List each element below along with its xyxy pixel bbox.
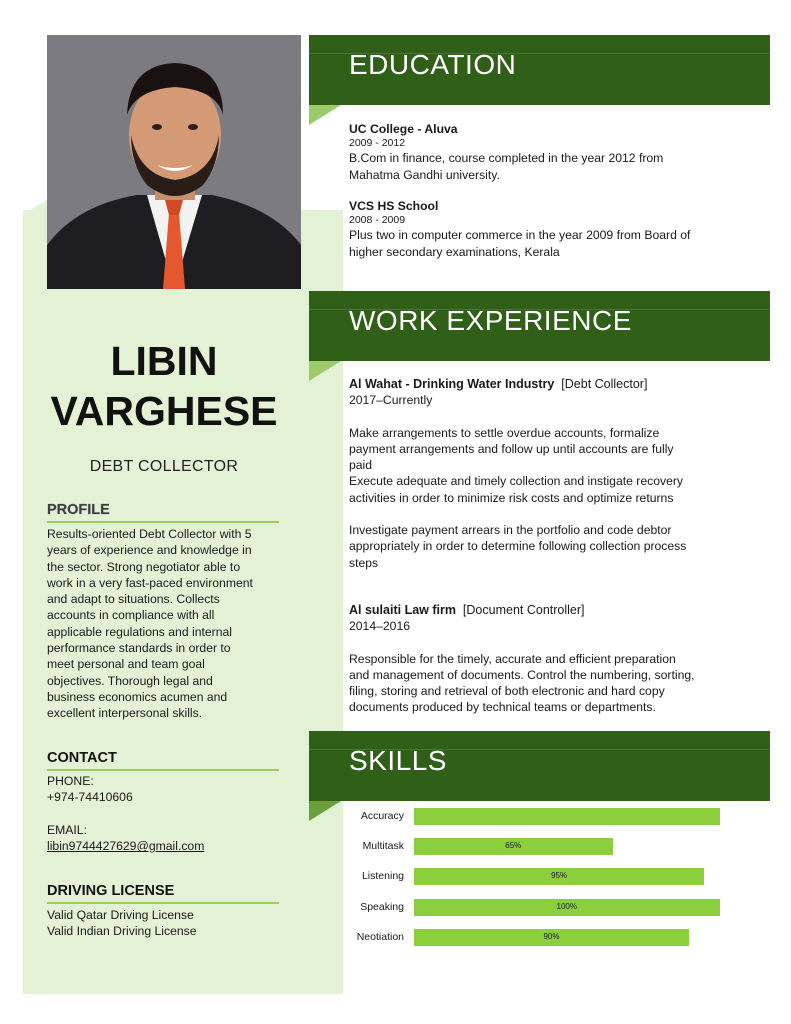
profile-line: meet personal and team goal [47, 657, 205, 672]
email-link[interactable]: libin9744427629@gmail.com [47, 839, 205, 854]
license-heading: DRIVING LICENSE [47, 883, 279, 904]
profile-line: business economics acumen and [47, 689, 228, 704]
profile-line: accounts in compliance with all [47, 608, 215, 623]
school-name: UC College - Aluva [349, 122, 458, 136]
profile-line: objectives. Thorough legal and [47, 673, 213, 688]
license-item: Valid Qatar Driving License [47, 908, 194, 922]
skill-value: 95% [551, 871, 568, 880]
education-desc-line: B.Com in finance, course completed in the year 2012 from [349, 151, 664, 166]
skills-heading: SKILLS [349, 745, 447, 776]
profile-text [47, 526, 281, 722]
skill-track [414, 929, 739, 946]
skill-row [309, 838, 769, 856]
skill-bar [414, 929, 689, 946]
education-band-fold [309, 105, 341, 125]
skill-label: Accuracy [360, 810, 404, 822]
company-name: Al sulaiti Law firm [349, 603, 456, 617]
skill-row [309, 899, 769, 917]
job-desc-line: Responsible for the timely, accurate and efficient preparation [349, 651, 676, 666]
profile-line: and adapt to situations. Collects [47, 592, 220, 607]
job-period: 2017–Currently [349, 393, 433, 408]
profile-line: performance standards in order to [47, 641, 231, 656]
skill-value: 100% [556, 902, 577, 911]
job-entry [349, 602, 744, 716]
skill-track [414, 808, 739, 825]
education-heading: EDUCATION [349, 49, 517, 80]
profile-photo [47, 35, 301, 289]
job-title: DEBT COLLECTOR [89, 458, 239, 475]
job-desc-line [349, 506, 744, 522]
job-desc-line: documents produced by technical teams or departments. [349, 700, 656, 715]
phone-label: PHONE: [47, 774, 94, 788]
profile-line: applicable regulations and internal [47, 624, 232, 639]
job-desc-line: Make arrangements to settle overdue accounts, formalize [349, 425, 660, 440]
experience-band [309, 291, 770, 361]
skill-value: 90% [543, 932, 560, 941]
spacer [349, 635, 744, 651]
contact-details [47, 773, 281, 854]
profile-line: Results-oriented Debt Collector with 5 [47, 527, 252, 541]
license-list [47, 907, 281, 940]
skill-track [414, 868, 739, 885]
job-desc-line: appropriately in order to determine following collection process [349, 539, 687, 554]
job-desc-line: Investigate payment arrears in the portfolio and code debtor [349, 523, 672, 538]
skill-bar [414, 838, 613, 855]
phone-number: +974-74410606 [47, 790, 133, 805]
skill-row [309, 929, 769, 947]
job-desc-line: paid [349, 458, 373, 473]
profile-heading: PROFILE [47, 502, 279, 523]
skill-row [309, 868, 769, 886]
education-band [309, 35, 770, 105]
skill-track [414, 899, 739, 916]
experience-band-fold [309, 361, 341, 381]
skill-label: Speaking [360, 901, 404, 913]
job-desc-line: steps [349, 555, 379, 570]
spacer [47, 806, 281, 822]
person-portrait-icon [47, 35, 301, 289]
skill-label: Neotiation [356, 931, 404, 943]
skill-value: 65% [505, 841, 522, 850]
education-entry [349, 121, 744, 183]
profile-line: the sector. Strong negotiator able to [47, 559, 241, 574]
school-years: 2009 - 2012 [349, 137, 406, 150]
job-role: [Document Controller] [462, 603, 585, 617]
education-desc-line: higher secondary examinations, Kerala [349, 244, 560, 259]
first-name: LIBIN [110, 338, 218, 384]
education-desc-line: Mahatma Gandhi university. [349, 167, 500, 182]
last-name: VARGHESE [50, 388, 278, 434]
profile-line: years of experience and knowledge in [47, 543, 252, 558]
job-desc-line: activities in order to minimize risk costs and optimize returns [349, 490, 674, 505]
job-desc-line: filing, storing and retrieval of both electronic and hard copy [349, 684, 665, 699]
school-name: VCS HS School [349, 199, 439, 213]
skills-band [309, 731, 770, 801]
sidebar-notch [23, 200, 47, 214]
spacer [349, 409, 744, 425]
job-desc-line: and management of documents. Control the numbering, sorting, [349, 667, 695, 682]
education-entry [349, 198, 744, 260]
skill-row [309, 808, 769, 826]
job-entry [349, 376, 744, 571]
skill-bar [414, 808, 720, 825]
skill-bar [414, 899, 720, 916]
contact-heading: CONTACT [47, 750, 279, 771]
profile-line: excellent interpersonal skills. [47, 706, 203, 721]
email-label: EMAIL: [47, 822, 87, 837]
education-desc-line: Plus two in computer commerce in the year 2009 from Board of [349, 228, 691, 243]
job-desc-line: payment arrangements and follow up until accounts are fully [349, 441, 674, 456]
person-name [40, 336, 288, 436]
profile-line: work in a very fast-paced environment [47, 575, 253, 590]
skill-label: Multitask [362, 840, 404, 852]
license-item: Valid Indian Driving License [47, 924, 197, 939]
skill-track [414, 838, 739, 855]
skill-label: Listening [361, 870, 404, 882]
company-name: Al Wahat - Drinking Water Industry [349, 377, 555, 391]
skill-bar [414, 868, 704, 885]
job-period: 2014–2016 [349, 619, 411, 634]
job-desc-line: Execute adequate and timely collection and instigate recovery [349, 474, 684, 489]
job-role: [Debt Collector] [561, 377, 648, 391]
experience-heading: WORK EXPERIENCE [349, 305, 632, 336]
school-years: 2008 - 2009 [349, 214, 406, 227]
